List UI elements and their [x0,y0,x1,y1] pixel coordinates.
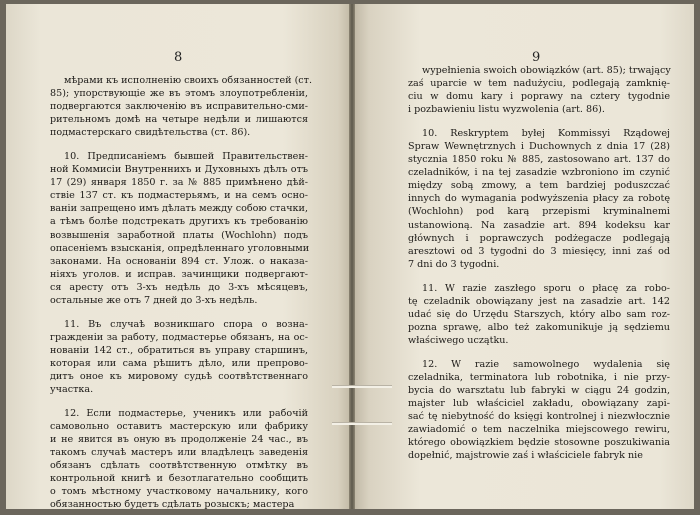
binding-stitch [332,385,392,388]
paragraph-gap [50,396,308,407]
text-line: возвышенія заработной платы (Wochlohn) подъ [50,229,308,241]
text-line: 12. W razie samowolnego wydalenia się [422,358,670,370]
text-line: głównych i poprawczych podżegacze podlegają [408,232,670,244]
text-line: i pozbawieniu listu wyzwolenia (art. 86). [408,104,605,116]
left-page-text [50,74,313,509]
text-line: stycznia 1850 roku № 885, zastosowano art. 137 do [408,154,670,166]
text-line: zaś uparcie w tem nadużyciu, podlegają zamknię- [408,78,670,90]
text-line: рительномъ домѣ на четыре недѣли и лишаются [50,114,308,126]
paragraph-gap [50,139,308,150]
text-line: 11. Въ случаѣ возникшаго спора о возна- [64,318,308,330]
text-line: о томъ мѣстному участковому начальнику, кого [50,486,308,498]
binding-stitch [332,422,392,425]
text-line: pozna sprawę, albo też zakomunikuje ją sędziemu [408,321,670,333]
text-line: 10. Предписаніемъ бывшей Правительствен- [64,151,308,163]
text-line: aresztowi od 3 tygodni do 3 miesięcy, inni zaś od [408,245,670,257]
text-line: ustanowioną. Na zasadzie art. 894 kodeksu kar [408,219,670,231]
text-line: majster lub właściciel zakładu, obowiązany zapi- [408,398,670,410]
text-line: ніяхъ уголов. и исправ. зачинщики подвергают- [50,268,308,280]
paragraph-gap [50,307,308,318]
text-line: дитъ оное къ мировому судьѣ соотвѣтственнаго [50,370,308,382]
text-line: 12. Если подмастерье, ученикъ или рабочій [64,408,308,420]
text-line: подмастерскаго свидѣтельства (ст. 86). [50,127,251,139]
text-line: 10. Reskryptem byłej Kommissyi Rządowej [422,128,670,140]
paragraph-gap [408,271,670,282]
text-line: zawiadomić o tem naczelnika miejscowego rewiru, [408,424,670,436]
text-line: dopełnić, majstrowie zaś i właściciele fabryk nie [408,450,643,462]
text-line: tę czeladnik obowiązany jest na zasadzie art. 142 [408,295,670,307]
text-line: и не явится въ оную въ продолженіе 24 час., въ [50,434,308,446]
text-line: нованіи 142 ст., обратиться въ управу старшинъ, [50,344,308,356]
text-line: czeladnika, terminatora lub robotnika, i nie przy- [408,371,670,383]
text-line: опасеніемъ взысканія, опредѣленнаго уголовными [50,242,310,254]
text-line: 7 dni do 3 tygodni. [408,258,500,270]
text-line: обязанъ сдѣлать соотвѣтственную отмѣтку въ [50,460,308,472]
text-line: ciu w domu kary i poprawy na cztery tygodnie [408,91,670,103]
text-line: самовольно оставитъ мастерскую или фабрику [50,421,308,433]
open-book [6,4,694,509]
text-line: udać się do Urzędu Starszych, który albo sam roz- [408,308,670,320]
text-line: czeladników, i na tej zasadzie wzbroniono im czynić [408,167,670,179]
text-line: bycia do warsztatu lub fabryki w ciągu 24 godzin, [408,385,670,397]
text-line: sać tę niebytność do księgi kontrolnej i niezwłocznie [408,411,670,423]
page-number-right: 9 [532,50,541,65]
text-line: такомъ случаѣ мастеръ или владѣлецъ заведенія [50,447,308,459]
right-page [352,4,694,509]
text-line: 11. W razie zaszłego sporu o płacę za robo- [422,282,670,294]
text-line: między sobą zmowy, a tem bardziej poduszczać [408,180,670,192]
text-line: которая или сама рѣшитъ дѣло, или препрово- [50,357,308,369]
text-line: 85); упорствующіе же въ этомъ злоупотребленіи, [50,88,308,100]
text-line: ваніи запрещено имъ дѣлать между собою стачки, [50,203,308,215]
text-line: właściwego uczątku. [408,334,509,346]
left-page [6,4,352,509]
text-line: мѣрами къ исполненію своихъ обязанностей (ст. [64,75,313,86]
text-line: обязанностью будетъ сдѣлать розыскъ; мастера [50,499,295,509]
text-line: законами. На основаніи 894 ст. Улож. о наказа- [50,255,308,267]
text-line: участка. [50,384,94,396]
text-line: ствіе 137 ст. къ подмастерьямъ, и на семъ осно- [50,190,308,202]
right-page-text [408,64,670,462]
text-line: подвергаются заключенію въ исправительно-сми- [50,101,308,113]
text-line: контрольной книгѣ и безотлагательно сообщить [50,473,308,485]
paragraph-gap [408,347,670,358]
text-line: гражденіи за работу, подмастерье обязанъ, на ос- [50,331,308,343]
page-number-left: 8 [174,50,183,65]
text-line: innych do wymagania podwyższenia płacy za robotę [408,193,670,205]
text-line: а тѣмъ болѣе подстрекать другихъ къ требованію [50,216,308,228]
text-line: ся аресту отъ 3-хъ недѣль до 3-хъ мѣсяцевъ, [50,281,308,293]
text-line: Spraw Wewnętrznych i Duchownych z dnia 17 (28) [408,141,670,153]
book-spine [349,4,355,509]
text-line: остальные же отъ 7 дней до 3-хъ недѣль. [50,294,258,306]
text-line: (Wochlohn) pod karą przepismi kryminalnemi [408,206,670,218]
text-line: ной Коммисіи Внутреннихъ и Духовныхъ дѣлъ отъ [50,164,308,176]
text-line: 17 (29) января 1850 г. за № 885 примѣнено дѣй- [50,177,308,189]
paragraph-gap [408,116,670,127]
text-line: którego obowiązkiem będzie stosowne poszukiwania [408,437,670,449]
text-line: wypełnienia swoich obowiązków (art. 85); trwający [422,65,671,76]
